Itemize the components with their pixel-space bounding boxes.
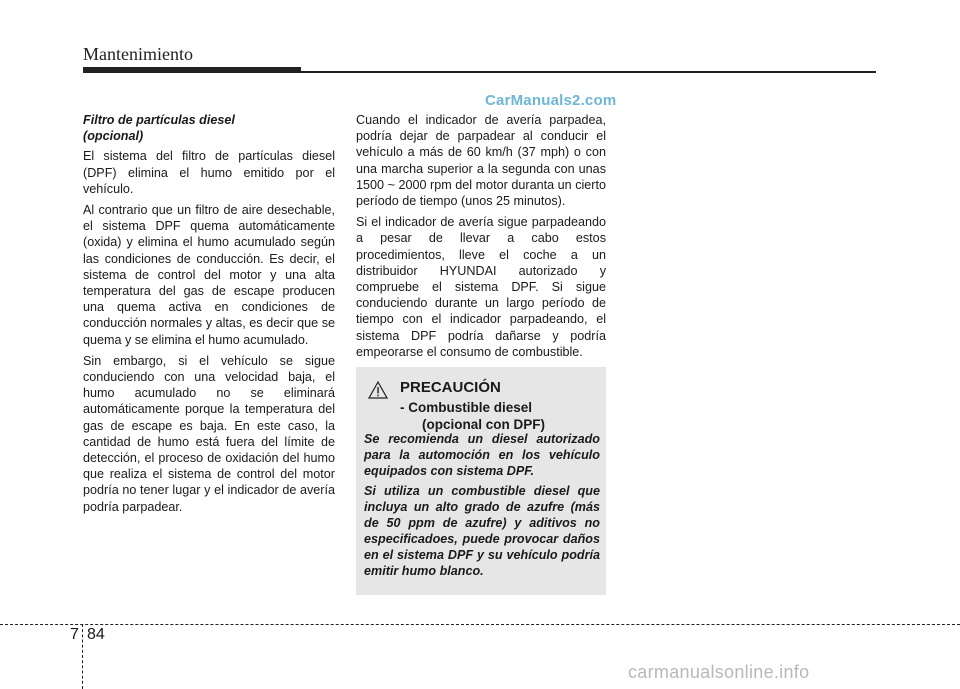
watermark-link[interactable]: CarManuals2.com <box>485 92 617 109</box>
paragraph: Al contrario que un filtro de aire desechable, el sistema DPF quema automáticamente (oxida) y elimina el humo acumulado según las condiciones de conducción. Es decir, el sistema de control del motor y una alta temperatura del gas de escape producen una quema activa en condiciones de conducción normales y altas, es decir que se quema y se elimina el humo acumulado. <box>83 203 335 347</box>
caution-subtitle <box>400 399 545 433</box>
footer-divider <box>82 624 83 689</box>
caution-title: PRECAUCIÓN <box>400 379 501 396</box>
section-heading-line2: (opcional) <box>83 129 144 144</box>
paragraph: Cuando el indicador de avería parpadea, podría dejar de parpadear al conducir el vehículo a más de 60 km/h (37 mph) o con una marcha superior a la segunda con unas 1500 ~ 2000 rpm del motor duranta un cierto período de tiempo (unos 25 minutos). <box>356 113 606 209</box>
section-heading <box>83 112 335 144</box>
caution-body <box>364 431 600 583</box>
paragraph: Sin embargo, si el vehículo se sigue conduciendo con una velocidad baja, el humo acumulado no se eliminará automáticamente porque la temperatura del gas de escape es baja. En este caso, la cantidad de humo está fuera del límite de detección, el proceso de oxidación del humo que realiza el sistema de control del motor podría no tener lugar y el indicador de avería podría parpadear. <box>83 353 335 514</box>
paragraph: Si el indicador de avería sigue parpadeando a pesar de llevar a cabo estos procedimientos, lleve el coche a un distribuidor HYUNDAI autorizado y compruebe el sistema DPF. Si sigue conduciendo durante un largo período de tiempo con el indicador parpadeando, el sistema DPF podría dañarse y podría empeorarse el consumo de combustible. <box>356 215 606 359</box>
header-rule <box>301 71 876 73</box>
caution-paragraph: Si utiliza un combustible diesel que incluya un alto grado de azufre (más de 50 ppm de azufre) y aditivos no especificadoes, puede provocar daños en el sistema DPF y su vehículo podría emitir humo blanco. <box>364 484 600 578</box>
caution-subtitle-line2: (opcional con DPF) <box>422 417 545 432</box>
left-column <box>83 112 335 520</box>
watermark-footer-link[interactable]: carmanualsonline.info <box>628 662 810 682</box>
page-section-title: Mantenimiento <box>83 44 193 64</box>
caution-paragraph: Se recomienda un diesel autorizado para la automoción en los vehículo equipados con sistema DPF. <box>364 432 600 478</box>
right-column <box>356 112 606 365</box>
page-number: 84 <box>87 626 105 643</box>
caution-box <box>356 367 606 595</box>
paragraph: El sistema del filtro de partículas diesel (DPF) elimina el humo emitido por el vehículo. <box>83 149 335 196</box>
chapter-number: 7 <box>70 626 79 643</box>
section-heading-line1: Filtro de partículas diesel <box>83 113 235 127</box>
caution-subtitle-line1: - Combustible diesel <box>400 400 533 415</box>
footer-rule <box>0 624 960 625</box>
header-bar <box>83 67 301 73</box>
warning-triangle-icon <box>368 381 388 399</box>
